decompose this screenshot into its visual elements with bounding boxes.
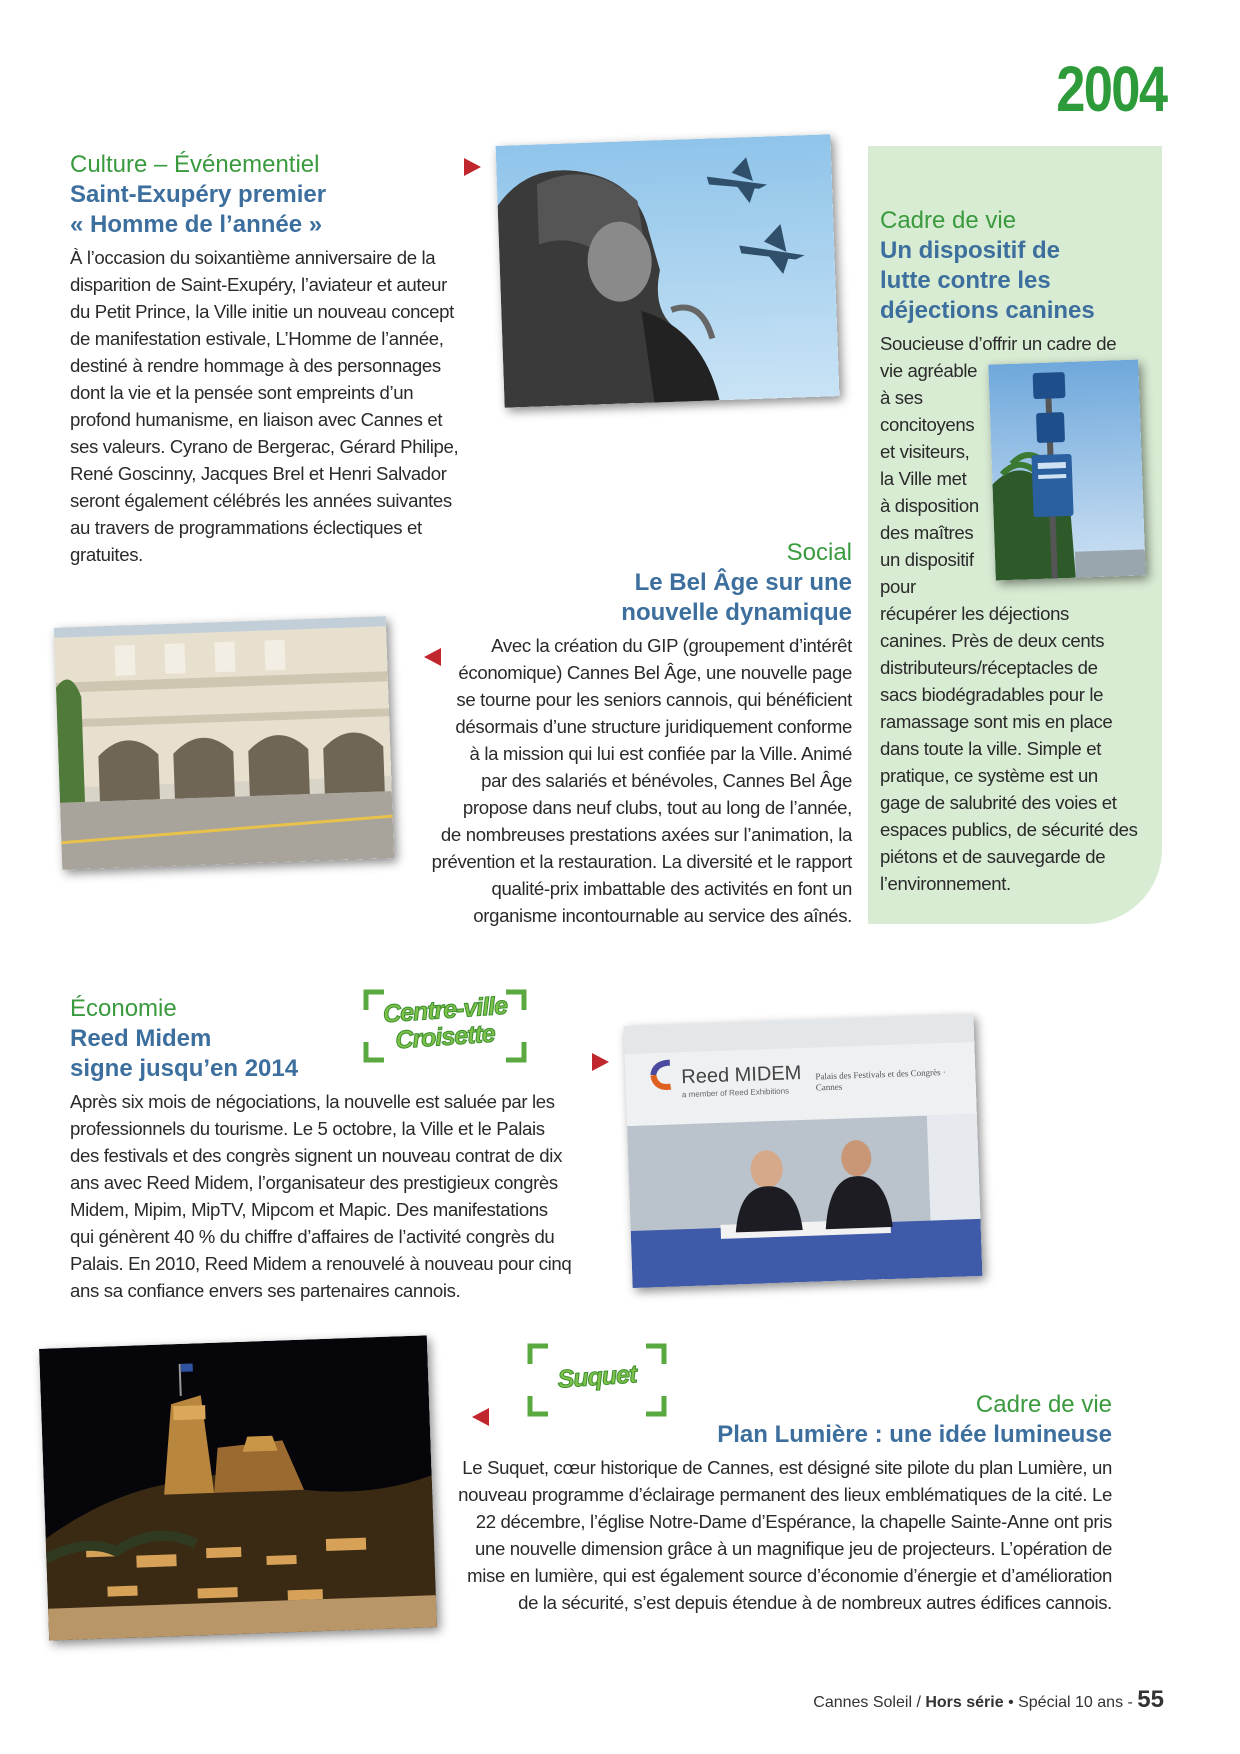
body-line: distributeurs/réceptacles de <box>880 657 1098 678</box>
article-title: nouvelle dynamique <box>621 599 852 626</box>
body-line: des maîtres <box>880 522 974 543</box>
body-line: disparition de Saint-Exupéry, l’aviateur et auteur <box>70 274 447 295</box>
body-line: Après six mois de négociations, la nouvelle est saluée par les <box>70 1091 555 1112</box>
body-line: vie agréable <box>880 360 978 381</box>
body-line: concitoyens <box>880 414 975 435</box>
stamp-label: Croisette <box>394 1019 496 1055</box>
body-line: professionnels du tourisme. Le 5 octobre, la Ville et le Palais <box>70 1118 545 1139</box>
body-line: à disposition <box>880 495 979 516</box>
body-line: 22 décembre, l’église Notre-Dame d’Espérance, la chapelle Sainte-Anne ont pris <box>475 1511 1112 1532</box>
article-title: lutte contre les <box>880 267 1051 294</box>
body-line: dont la vie et la pensée sont empreints d’un <box>70 382 414 403</box>
body-line: canines. Près de deux cents <box>880 630 1105 651</box>
year-heading: 2004 <box>1055 53 1166 125</box>
article-culture <box>70 150 470 568</box>
body-line: à ses <box>880 387 923 408</box>
dog-bag-dispenser-photo <box>988 359 1145 580</box>
body-line: Soucieuse d’offrir un cadre de <box>880 333 1117 354</box>
article-body <box>70 1088 590 1304</box>
body-line: Le Suquet, cœur historique de Cannes, est désigné site pilote du plan Lumière, un <box>462 1457 1112 1478</box>
article-body <box>400 632 852 929</box>
body-line: ramassage sont mis en place <box>880 711 1113 732</box>
body-line: gratuites. <box>70 544 143 565</box>
body-line: dans toute la ville. Simple et <box>880 738 1102 759</box>
body-line: qui génèrent 40 % du chiffre d’affaires de l’activité congrès du <box>70 1226 555 1247</box>
body-line: Midem, Mipim, MipTV, Mipcom et Mapic. Des manifestations <box>70 1199 548 1220</box>
pointer-arrow-icon <box>464 158 481 176</box>
body-line: Avec la création du GIP (groupement d’intérêt <box>491 635 852 656</box>
article-title: Le Bel Âge sur une <box>634 569 852 596</box>
body-line: de la sécurité, s’est depuis étendue à de nombreux autres édifices cannois. <box>518 1592 1112 1613</box>
body-line: par des salariés et bénévoles, Cannes Bel Âge <box>481 770 852 791</box>
article-social <box>400 538 852 929</box>
body-line: destiné à rendre hommage à des personnages <box>70 355 441 376</box>
body-line: organisme incontournable au service des aînés. <box>473 905 852 926</box>
article-title: déjections canines <box>880 297 1095 324</box>
pointer-arrow-icon <box>592 1053 609 1071</box>
body-line: des festivals et des congrès signent un nouveau contrat de dix <box>70 1145 563 1166</box>
body-line: espaces publics, de sécurité des <box>880 819 1138 840</box>
article-title: Plan Lumière : une idée lumineuse <box>717 1421 1112 1448</box>
footer-special: • Spécial 10 ans - <box>1008 1694 1133 1711</box>
footer-hors-serie: Hors série <box>925 1694 1004 1711</box>
body-line: du Petit Prince, la Ville initie un nouveau concept <box>70 301 454 322</box>
article-title: Reed Midem <box>70 1025 212 1052</box>
body-line: de manifestation estivale, L’Homme de l’année, <box>70 328 444 349</box>
body-line: seront également célébrés les années suivantes <box>70 490 452 511</box>
suquet-night-photo <box>39 1335 437 1640</box>
body-line: À l’occasion du soixantième anniversaire de la <box>70 247 436 268</box>
body-line: de nombreuses prestations axées sur l’animation, la <box>440 824 852 845</box>
banner-sign: Palais des Festivals et des Congrès · Cannes <box>815 1066 946 1093</box>
body-line: Palais. En 2010, Reed Midem a renouvelé à nouveau pour cinq <box>70 1253 572 1274</box>
body-line: piétons et de sauvegarde de <box>880 846 1106 867</box>
body-line: économique) Cannes Bel Âge, une nouvelle page <box>458 662 852 683</box>
body-line: ses valeurs. Cyrano de Bergerac, Gérard Philipe, <box>70 436 459 457</box>
article-category: Cadre de vie <box>975 1391 1112 1418</box>
body-line: et visiteurs, <box>880 441 970 462</box>
body-line: ans sa confiance envers ses partenaires cannois. <box>70 1280 461 1301</box>
banner-logo-sub: a member of Reed Exhibitions <box>681 1086 790 1100</box>
body-line: l’environnement. <box>880 873 1011 894</box>
body-line: se tourne pour les seniors cannois, qui bénéficient <box>456 689 852 710</box>
body-line: au travers de programmations éclectiques et <box>70 517 422 538</box>
body-line: la Ville met <box>880 468 967 489</box>
body-line: un dispositif <box>880 549 974 570</box>
body-line: ans avec Reed Midem, l’organisateur des prestigieux congrès <box>70 1172 558 1193</box>
body-line: désormais d’une structure juridiquement conforme <box>455 716 852 737</box>
article-body <box>70 244 470 568</box>
article-category: Économie <box>70 995 177 1022</box>
body-line: René Goscinny, Jacques Brel et Henri Salvador <box>70 463 447 484</box>
contract-signing-photo <box>624 1014 983 1288</box>
stamp-label: Centre-ville <box>382 991 508 1029</box>
article-body <box>440 1454 1112 1616</box>
body-line: récupérer les déjections <box>880 603 1070 624</box>
article-title: Un dispositif de <box>880 237 1060 264</box>
article-title: Saint-Exupéry premier <box>70 181 327 208</box>
page-footer <box>813 1686 1164 1714</box>
body-line: qualité-prix imbattable des activités en font un <box>491 878 852 899</box>
body-line: nouveau programme d’éclairage permanent des lieux emblématiques de la cité. Le <box>458 1484 1112 1505</box>
article-category: Culture – Événementiel <box>70 151 320 178</box>
article-title: signe jusqu’en 2014 <box>70 1055 299 1082</box>
body-line: sacs biodégradables pour le <box>880 684 1104 705</box>
location-stamp <box>360 986 530 1066</box>
footer-magazine: Cannes Soleil / <box>813 1694 921 1711</box>
article-plan-lumiere <box>440 1390 1112 1616</box>
body-line: gage de salubrité des voies et <box>880 792 1117 813</box>
body-line: mise en lumière, qui est également source d’économie d’énergie et d’amélioration <box>467 1565 1112 1586</box>
page-number: 55 <box>1137 1686 1164 1713</box>
body-line: prévention et la restauration. La diversité et le rapport <box>431 851 852 872</box>
article-category: Social <box>786 539 852 566</box>
stamp-label: Suquet <box>556 1360 638 1394</box>
article-category: Cadre de vie <box>880 207 1017 234</box>
body-line: pratique, ce système est un <box>880 765 1098 786</box>
body-line: une nouvelle dimension grâce à un magnifique jeu de projecteurs. L’opération de <box>474 1538 1112 1559</box>
portrait-with-jets-photo <box>496 134 840 408</box>
body-line: pour <box>880 576 916 597</box>
pointer-arrow-icon <box>424 648 441 666</box>
building-arcades-photo <box>54 616 394 869</box>
article-title: « Homme de l’année » <box>70 211 323 238</box>
body-line: propose dans neuf clubs, tout au long de l’année, <box>462 797 852 818</box>
body-line: profond humanisme, en liaison avec Cannes et <box>70 409 443 430</box>
body-line: à la mission qui lui est confiée par la Ville. Animé <box>469 743 852 764</box>
banner-logo: Reed MIDEM <box>680 1062 802 1089</box>
